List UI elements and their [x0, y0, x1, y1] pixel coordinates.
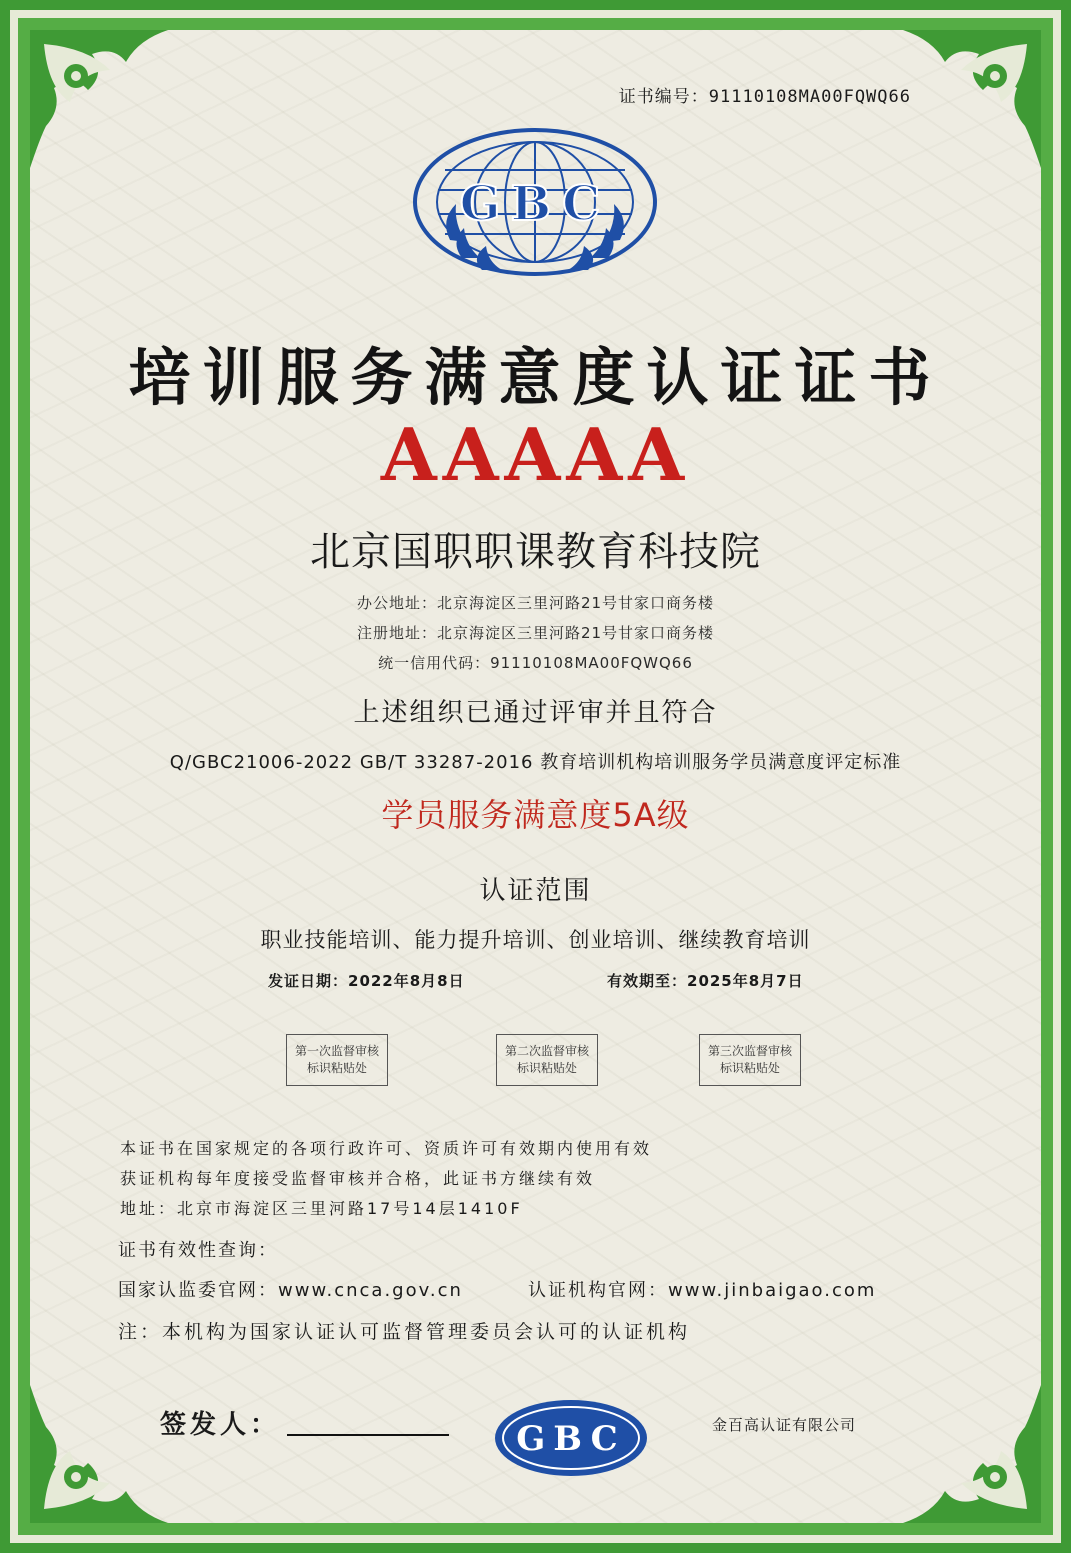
validity-note-1: 本证书在国家规定的各项行政许可、资质许可有效期内使用有效 — [120, 1139, 653, 1158]
satisfaction-level: 学员服务满意度5A级 — [381, 796, 690, 834]
certificate-title: 培训服务满意度认证证书 — [128, 341, 943, 414]
verify-title: 证书有效性查询： — [118, 1240, 278, 1261]
corner-ornament-bottom-left — [18, 1365, 188, 1535]
issue-date: 发证日期：2022年8月8日 — [268, 972, 465, 990]
certificate-number-value: 91110108MA00FQWQ66 — [708, 87, 911, 107]
certificate-number — [619, 82, 911, 107]
grade-rating: AAAAA — [380, 412, 691, 497]
office-address: 办公地址：北京海淀区三里河路21号甘家口商务楼 — [356, 594, 715, 612]
signature-line — [287, 1434, 449, 1436]
institution-address: 地址：北京市海淀区三里河路17号14层1410F — [120, 1199, 523, 1218]
stamp-line2: 标识粘贴处 — [516, 1061, 577, 1075]
passed-statement: 上述组织已通过评审并且符合 — [353, 698, 718, 728]
audit-stamp-box-1 — [286, 1034, 388, 1086]
audit-stamp-box-3 — [699, 1034, 801, 1086]
corner-ornament-top-left — [18, 18, 188, 188]
gbc-logo-text: GBC — [459, 176, 611, 232]
registered-address: 注册地址：北京海淀区三里河路21号甘家口商务楼 — [356, 624, 715, 642]
credit-code: 统一信用代码：91110108MA00FQWQ66 — [378, 654, 693, 672]
gbc-globe-logo — [410, 120, 660, 300]
expire-date: 有效期至：2025年8月7日 — [607, 972, 804, 990]
audit-stamp-box-2 — [496, 1034, 598, 1086]
scope-title: 认证范围 — [479, 876, 592, 906]
corner-ornament-bottom-right — [883, 1365, 1053, 1535]
stamp-line2: 标识粘贴处 — [719, 1061, 780, 1075]
stamp-line2: 标识粘贴处 — [306, 1061, 367, 1075]
stamp-line1: 第三次监督审核 — [707, 1044, 792, 1058]
stamp-line1: 第二次监督审核 — [504, 1044, 589, 1058]
gbc-seal-text: GBC — [516, 1419, 626, 1459]
verify-cnca-link[interactable]: 国家认监委官网：www.cnca.gov.cn — [118, 1280, 463, 1301]
stamp-line1: 第一次监督审核 — [294, 1044, 379, 1058]
gbc-seal-logo — [492, 1398, 650, 1478]
certification-scope: 职业技能培训、能力提升培训、创业培训、继续教育培训 — [260, 928, 811, 952]
signer-label: 签发人： — [160, 1410, 281, 1440]
organization-name: 北京国职职课教育科技院 — [310, 529, 761, 575]
verify-institution-link[interactable]: 认证机构官网：www.jinbaigao.com — [528, 1280, 877, 1301]
validity-note-2: 获证机构每年度接受监督审核并合格，此证书方继续有效 — [120, 1169, 596, 1188]
issuing-company: 金百高认证有限公司 — [712, 1416, 857, 1434]
certificate-number-label: 证书编号： — [618, 87, 709, 107]
standard-text: Q/GBC21006-2022 GB/T 33287-2016 教育培训机构培训服务学员满意度评定标准 — [169, 752, 902, 773]
accreditation-footnote: 注：本机构为国家认证认可监督管理委员会认可的认证机构 — [118, 1321, 691, 1343]
